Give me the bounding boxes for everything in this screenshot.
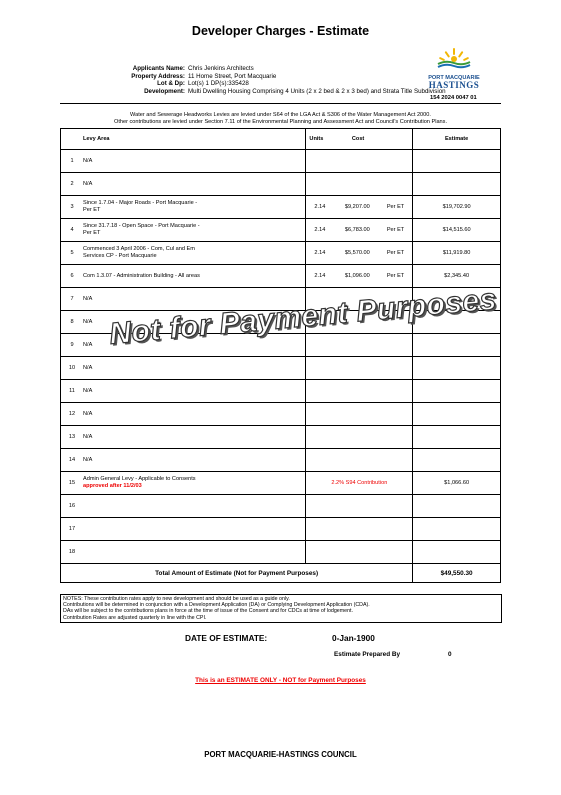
table-row bbox=[61, 541, 501, 564]
row-number: 2 bbox=[70, 181, 74, 188]
levy-area-cell bbox=[61, 380, 306, 403]
row-number: 6 bbox=[70, 273, 74, 280]
cost-per: Per ET bbox=[386, 273, 405, 279]
levy-area-cell bbox=[61, 242, 306, 265]
estimate-cell: $1,066.60 bbox=[413, 472, 501, 495]
cost-cell bbox=[338, 265, 413, 288]
estimate-cell bbox=[413, 150, 501, 173]
prepared-by-label: Estimate Prepared By bbox=[334, 651, 401, 658]
estimate-cell bbox=[413, 173, 501, 196]
lot-dp-value: Lot(s) 1 DP(s):335428 bbox=[188, 80, 249, 88]
levy-area-cell bbox=[61, 403, 306, 426]
cost-value: $1,096.00 bbox=[344, 273, 370, 279]
row-number: 12 bbox=[68, 411, 76, 418]
development-label: Development: bbox=[144, 87, 185, 95]
levy-area-cell bbox=[61, 265, 306, 288]
logo-sun-icon bbox=[416, 46, 492, 70]
cost-cell bbox=[338, 380, 413, 403]
table-row bbox=[61, 472, 501, 495]
units-cell: 2.14 bbox=[306, 242, 338, 265]
table-row bbox=[61, 219, 501, 242]
cost-cell bbox=[338, 357, 413, 380]
cost-cell bbox=[338, 449, 413, 472]
date-label: DATE OF ESTIMATE: bbox=[185, 633, 268, 643]
levy-area-cell bbox=[61, 449, 306, 472]
levy-area-cell bbox=[61, 518, 306, 541]
levy-area-text bbox=[83, 200, 203, 213]
col-header-units: Units bbox=[306, 129, 338, 150]
levy-area-cell bbox=[61, 426, 306, 449]
intro-line-1: Water and Sewerage Headworks Levies are levied under S64 of the LGA Act & S306 of the Water Management Act 2000. bbox=[130, 112, 431, 118]
units-cell bbox=[306, 426, 338, 449]
notes-box bbox=[60, 594, 502, 623]
cost-cell bbox=[338, 518, 413, 541]
row-number: 5 bbox=[70, 250, 74, 257]
intro-text bbox=[60, 112, 501, 126]
levy-area-label: Admin General Levy - Applicable to Consents bbox=[83, 476, 196, 483]
council-logo bbox=[416, 46, 492, 90]
lot-dp-label: Lot & Dp: bbox=[157, 80, 185, 88]
levy-area-note: approved after 11/2/03 bbox=[83, 483, 142, 489]
cost-cell bbox=[338, 242, 413, 265]
levy-area-text bbox=[83, 181, 203, 188]
cost-cell bbox=[338, 495, 413, 518]
levy-area-text bbox=[83, 365, 203, 372]
levy-area-label: N/A bbox=[83, 387, 93, 394]
levy-area-label: Since 1.7.04 - Major Roads - Port Macquarie - Per ET bbox=[83, 200, 198, 213]
table-row bbox=[61, 449, 501, 472]
estimate-cell: $14,515.60 bbox=[413, 219, 501, 242]
levy-area-text bbox=[83, 223, 203, 236]
levy-area-cell bbox=[61, 219, 306, 242]
property-address-value: 11 Home Street, Port Macquarie bbox=[188, 72, 277, 80]
table-row bbox=[61, 150, 501, 173]
reference-number: 154 2024 0047 01 bbox=[430, 95, 477, 101]
row-number: 7 bbox=[70, 296, 74, 303]
row-number: 17 bbox=[68, 526, 76, 532]
total-row bbox=[61, 564, 501, 583]
levy-area-cell bbox=[61, 541, 306, 564]
estimate-cell bbox=[413, 403, 501, 426]
total-value: $49,550.30 bbox=[413, 564, 501, 583]
estimate-cell bbox=[413, 426, 501, 449]
watermark: Not for Payment Purposes bbox=[108, 282, 499, 351]
cost-value: $6,783.00 bbox=[344, 227, 370, 233]
total-label: Total Amount of Estimate (Not for Payment Purposes) bbox=[61, 564, 413, 583]
levy-area-cell bbox=[61, 150, 306, 173]
row-number: 15 bbox=[68, 480, 76, 487]
levy-area-text bbox=[83, 273, 203, 280]
applicant-name-label: Applicants Name: bbox=[132, 65, 185, 72]
levy-area-label: N/A bbox=[83, 456, 93, 463]
note-line: Contributions will be determined in conjunction with a Development Application (DA) or Complying Development Application (CDA). bbox=[63, 602, 370, 609]
row-number: 18 bbox=[68, 549, 76, 555]
row-number: 8 bbox=[70, 319, 74, 326]
levy-area-label: N/A bbox=[83, 433, 93, 440]
levy-area-cell bbox=[61, 357, 306, 380]
levy-area-text bbox=[83, 457, 203, 464]
levy-area-text bbox=[83, 158, 203, 165]
note-line: NOTES: These contribution rates apply to new development and should be used as a guide only. bbox=[63, 596, 290, 602]
levy-area-cell bbox=[61, 495, 306, 518]
levy-area-label: Commenced 3 April 2006 - Com, Cul and Em Services CP - Port Macquarie bbox=[83, 246, 195, 259]
intro-line-2: Other contributions are levied under Section 7.11 of the Environmental Planning and Assessment Act and Council's Contribution Plans. bbox=[113, 119, 448, 125]
table-row bbox=[61, 173, 501, 196]
col-header-estimate: Estimate bbox=[413, 129, 501, 150]
levy-area-text bbox=[83, 411, 203, 418]
col-header-levy-area: Levy Area bbox=[61, 129, 306, 150]
table-row bbox=[61, 196, 501, 219]
applicant-name-value: Chris Jenkins Architects bbox=[188, 65, 254, 72]
cost-cell bbox=[338, 173, 413, 196]
levy-area-label: N/A bbox=[83, 410, 93, 417]
row-number: 14 bbox=[68, 457, 76, 464]
levy-area-label: N/A bbox=[83, 341, 93, 348]
estimate-cell: $19,702.90 bbox=[413, 196, 501, 219]
cost-cell bbox=[338, 541, 413, 564]
cost-value: $9,207.00 bbox=[344, 204, 370, 210]
row-number: 16 bbox=[68, 503, 76, 509]
prepared-by-value: 0 bbox=[448, 651, 452, 658]
disclaimer: This is an ESTIMATE ONLY - NOT for Payment Purposes bbox=[195, 677, 366, 684]
estimate-cell bbox=[413, 518, 501, 541]
levy-area-text bbox=[83, 246, 203, 259]
cost-cell bbox=[338, 403, 413, 426]
cost-per: Per ET bbox=[386, 227, 405, 233]
levy-area-cell bbox=[61, 472, 306, 495]
cost-per: Per ET bbox=[386, 250, 405, 256]
table-row bbox=[61, 495, 501, 518]
col-header-cost: Cost bbox=[338, 129, 413, 150]
note-line: Contribution Rates are adjusted quarterly in line with the CPI. bbox=[63, 614, 207, 621]
row-number: 11 bbox=[69, 388, 75, 395]
cost-cell bbox=[338, 196, 413, 219]
levy-area-text bbox=[83, 296, 203, 303]
cost-cell bbox=[338, 150, 413, 173]
header-divider bbox=[60, 103, 501, 104]
levy-table bbox=[60, 128, 501, 583]
property-address-label: Property Address: bbox=[131, 72, 185, 80]
estimate-cell bbox=[413, 541, 501, 564]
date-value: 0-Jan-1900 bbox=[332, 633, 375, 643]
note-line: DAs will be subject to the contributions plans in force at the time of issue of the Consent and for CDCs at time of lodgement. bbox=[63, 608, 354, 615]
estimate-cell bbox=[413, 449, 501, 472]
levy-area-label: N/A bbox=[83, 295, 93, 302]
levy-area-label: N/A bbox=[83, 318, 93, 325]
cost-cell bbox=[338, 426, 413, 449]
estimate-cell bbox=[413, 357, 501, 380]
levy-area-label: N/A bbox=[83, 180, 93, 187]
levy-area-text bbox=[83, 434, 203, 441]
cost-cell bbox=[338, 334, 413, 357]
units-cell bbox=[306, 495, 338, 518]
levy-area-label: N/A bbox=[83, 364, 93, 371]
row-number: 4 bbox=[70, 227, 74, 234]
levy-area-text bbox=[83, 476, 203, 489]
units-cell bbox=[306, 173, 338, 196]
table-row bbox=[61, 426, 501, 449]
estimate-cell: $2,345.40 bbox=[413, 265, 501, 288]
row-number: 13 bbox=[68, 434, 76, 441]
row-number: 9 bbox=[70, 342, 74, 349]
units-cell bbox=[306, 380, 338, 403]
levy-area-label: Com 1.3.07 - Administration Building - All areas bbox=[83, 272, 200, 279]
units-cell bbox=[306, 334, 338, 357]
units-cell: 2.14 bbox=[306, 196, 338, 219]
table-header bbox=[61, 129, 501, 150]
contribution-note: 2.2% S94 Contribution bbox=[306, 472, 413, 495]
row-number: 10 bbox=[68, 365, 76, 372]
units-cell: 2.14 bbox=[306, 265, 338, 288]
development-value: Multi Dwelling Housing Comprising 4 Units (2 x 2 bed & 2 x 3 bed) and Strata Title Subdivision bbox=[188, 87, 446, 95]
levy-area-label: Since 31.7.18 - Open Space - Port Macquarie - Per ET bbox=[83, 223, 200, 236]
row-number: 3 bbox=[70, 204, 74, 211]
units-cell: 2.14 bbox=[306, 219, 338, 242]
units-cell bbox=[306, 403, 338, 426]
page-title: Developer Charges - Estimate bbox=[191, 24, 370, 38]
table-row bbox=[61, 518, 501, 541]
cost-cell bbox=[338, 219, 413, 242]
table-row bbox=[61, 242, 501, 265]
logo-line1: PORT MACQUARIE bbox=[428, 75, 480, 81]
units-cell bbox=[306, 150, 338, 173]
levy-area-text bbox=[83, 388, 203, 395]
table-row bbox=[61, 380, 501, 403]
estimate-cell bbox=[413, 495, 501, 518]
cost-per: Per ET bbox=[386, 204, 405, 210]
units-cell bbox=[306, 449, 338, 472]
table-row bbox=[61, 403, 501, 426]
table-row bbox=[61, 265, 501, 288]
estimate-cell: $11,919.80 bbox=[413, 242, 501, 265]
row-number: 1 bbox=[70, 158, 74, 165]
units-cell bbox=[306, 357, 338, 380]
table-row bbox=[61, 357, 501, 380]
levy-area-cell bbox=[61, 196, 306, 219]
levy-area-cell bbox=[61, 173, 306, 196]
estimate-cell bbox=[413, 334, 501, 357]
cost-value: $5,570.00 bbox=[344, 250, 370, 256]
logo-line2: HASTINGS bbox=[428, 80, 480, 90]
estimate-cell bbox=[413, 380, 501, 403]
levy-area-label: N/A bbox=[83, 157, 93, 164]
units-cell bbox=[306, 518, 338, 541]
council-name: PORT MACQUARIE-HASTINGS COUNCIL bbox=[204, 750, 357, 759]
units-cell bbox=[306, 541, 338, 564]
